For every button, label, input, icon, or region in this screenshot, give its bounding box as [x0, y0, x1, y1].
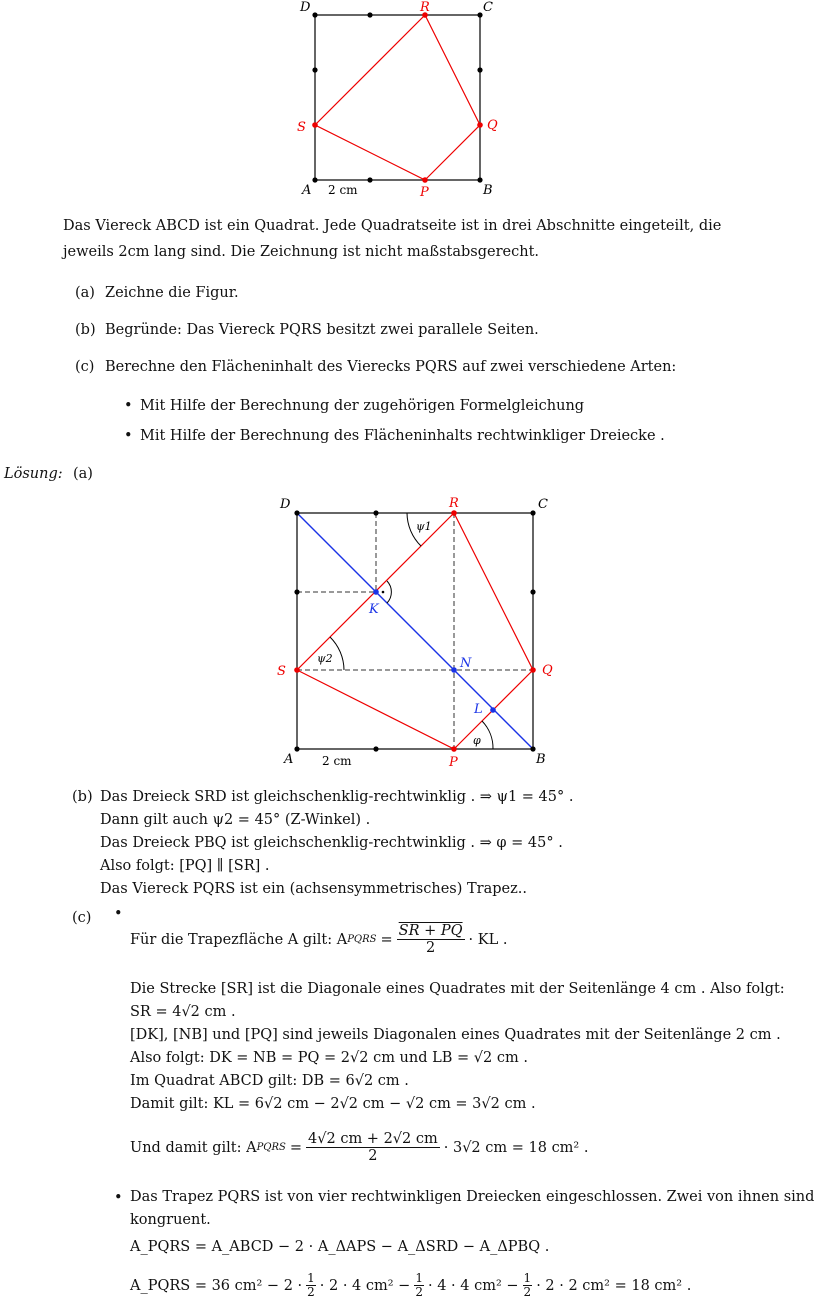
c1-result: Und damit gilt: A PQRS = $\frac{4√2 cm + 2√2 cm}{2}$ · 3√2 cm = 18 cm² . [130, 1131, 589, 1164]
c2-eq-2 [130, 1272, 691, 1299]
task-a-marker: (a) [75, 285, 95, 301]
c1-line-4: Also folgt: DK = NB = PQ = 2√2 cm und LB = √2 cm . [130, 1050, 528, 1066]
eq2-mid-2: · 4 · 4 cm² − [427, 1277, 519, 1294]
label-a: A [302, 183, 312, 198]
solution-b-line-2: Dann gilt auch ψ2 = 45° (Z-Winkel) . [100, 812, 371, 828]
c1-line-5: Im Quadrat ABCD gilt: DB = 6√2 cm . [130, 1073, 409, 1089]
half-den-1: 2 [307, 1285, 315, 1299]
result-prefix: Und damit gilt: A [130, 1139, 257, 1156]
solution-label: Lösung: [4, 466, 63, 482]
result-denominator: 2 [368, 1148, 378, 1164]
figure-1-square [290, 0, 510, 200]
half-num-2: 1 [415, 1271, 423, 1285]
c1-line-3: [DK], [NB] und [PQ] sind jeweils Diagonalen eines Quadrates mit der Seitenlänge 2 cm . [130, 1027, 781, 1043]
angle-psi1: ψ1 [416, 520, 432, 533]
formula-denominator: 2 [425, 940, 436, 956]
label-s: S [297, 120, 306, 135]
eq2-suffix: · 2 · 2 cm² = 18 cm² . [536, 1277, 692, 1294]
label-d: D [300, 0, 311, 15]
formula-prefix: Für die Trapezfläche A gilt: A [130, 931, 348, 948]
c1-line-2: SR = 4√2 cm . [130, 1004, 236, 1020]
half-num-1: 1 [307, 1271, 315, 1285]
task-c-bullet-1: • Mit Hilfe der Berechnung der zugehörigen Formelgleichung [140, 398, 584, 414]
c1-bullet-icon: • [114, 906, 123, 922]
label-r: R [420, 0, 430, 15]
c1-explanation [130, 978, 785, 1116]
solution-b-line-4: Also folgt: [PQ] ∥ [SR] . [100, 858, 270, 874]
result-sub: PQRS [256, 1142, 286, 1153]
eq2-prefix: A_PQRS = 36 cm² − 2 · [130, 1277, 303, 1294]
half-den-3: 2 [523, 1285, 532, 1299]
label-q: Q [487, 118, 498, 133]
label-c: C [538, 497, 548, 512]
label-b: B [483, 183, 493, 198]
angle-phi: φ [473, 734, 481, 747]
task-c-marker: (c) [75, 359, 95, 375]
half-num-3: 1 [523, 1271, 532, 1285]
figure-2-solution [270, 490, 560, 770]
dimension-label: 2 cm [328, 183, 358, 197]
solution-b-block [100, 786, 573, 901]
result-numerator: 4√2 cm + 2√2 cm [308, 1131, 438, 1147]
solution-b-marker: (b) [72, 789, 93, 805]
quadrilateral-pqrs [315, 15, 480, 180]
task-c-text: Berechne den Flächeninhalt des Vierecks PQRS auf zwei verschiedene Arten: [105, 359, 677, 375]
solution-b-line-3: Das Dreieck PBQ ist gleichschenklig-rechtwinklig . ⇒ φ = 45° . [100, 835, 563, 851]
label-r: R [449, 496, 459, 511]
intro-line-1: Das Viereck ABCD ist ein Quadrat. Jede Quadratseite ist in drei Abschnitte eingeteilt, die [63, 218, 722, 234]
task-a-text: Zeichne die Figur. [105, 285, 239, 301]
label-p: P [420, 185, 429, 200]
angle-psi2: ψ2 [317, 652, 333, 665]
label-k: K [369, 602, 379, 617]
task-c-bullet-2: • Mit Hilfe der Berechnung des Flächeninhalts rechtwinkliger Dreiecke . [140, 428, 665, 444]
solution-c-marker: (c) [72, 910, 92, 926]
label-p: P [449, 755, 458, 770]
label-a: A [284, 752, 294, 767]
solution-b-line-1: Das Dreieck SRD ist gleichschenklig-rechtwinklig . ⇒ ψ1 = 45° . [100, 789, 574, 805]
diagonal-db [297, 513, 533, 749]
trapezoid-formula: Für die Trapezfläche A gilt: A PQRS = $\frac{SR + PQ}{2}$ · KL . [130, 923, 508, 956]
task-b-text: Begründe: Das Viereck PQRS besitzt zwei parallele Seiten. [105, 322, 539, 338]
label-q: Q [542, 663, 553, 678]
task-b-marker: (b) [75, 322, 96, 338]
label-c: C [483, 0, 493, 15]
c2-line-2: kongruent. [130, 1212, 211, 1228]
c2-bullet-icon: • [114, 1190, 123, 1206]
label-d: D [280, 497, 291, 512]
c1-line-1: Die Strecke [SR] ist die Diagonale eines Quadrates mit der Seitenlänge 4 cm . Also folgt: [130, 981, 785, 997]
formula-numerator: SR + PQ [398, 923, 463, 939]
c1-line-6: Damit gilt: KL = 6√2 cm − 2√2 cm − √2 cm = 3√2 cm . [130, 1096, 536, 1112]
c2-line-1: Das Trapez PQRS ist von vier rechtwinkligen Dreiecken eingeschlossen. Zwei von ihnen sind [130, 1189, 814, 1205]
label-s: S [277, 664, 286, 679]
solution-a-marker: (a) [73, 466, 93, 482]
label-l: L [474, 702, 483, 717]
formula-sub: PQRS [347, 934, 377, 945]
half-den-2: 2 [415, 1285, 423, 1299]
c2-block [130, 1186, 814, 1259]
label-n: N [460, 656, 472, 671]
eq2-mid-1: · 2 · 4 cm² − [319, 1277, 411, 1294]
formula-suffix: · KL . [468, 931, 508, 948]
dimension-label: 2 cm [322, 754, 352, 768]
solution-b-line-5: Das Viereck PQRS ist ein (achsensymmetrisches) Trapez.. [100, 881, 527, 897]
result-suffix: · 3√2 cm = 18 cm² . [443, 1139, 589, 1156]
c2-eq-1: A_PQRS = A_ABCD − 2 · A_ΔAPS − A_ΔSRD − A_ΔPBQ . [130, 1239, 550, 1255]
intro-line-2: jeweils 2cm lang sind. Die Zeichnung ist nicht maßstabsgerecht. [63, 244, 540, 260]
label-b: B [536, 752, 546, 767]
